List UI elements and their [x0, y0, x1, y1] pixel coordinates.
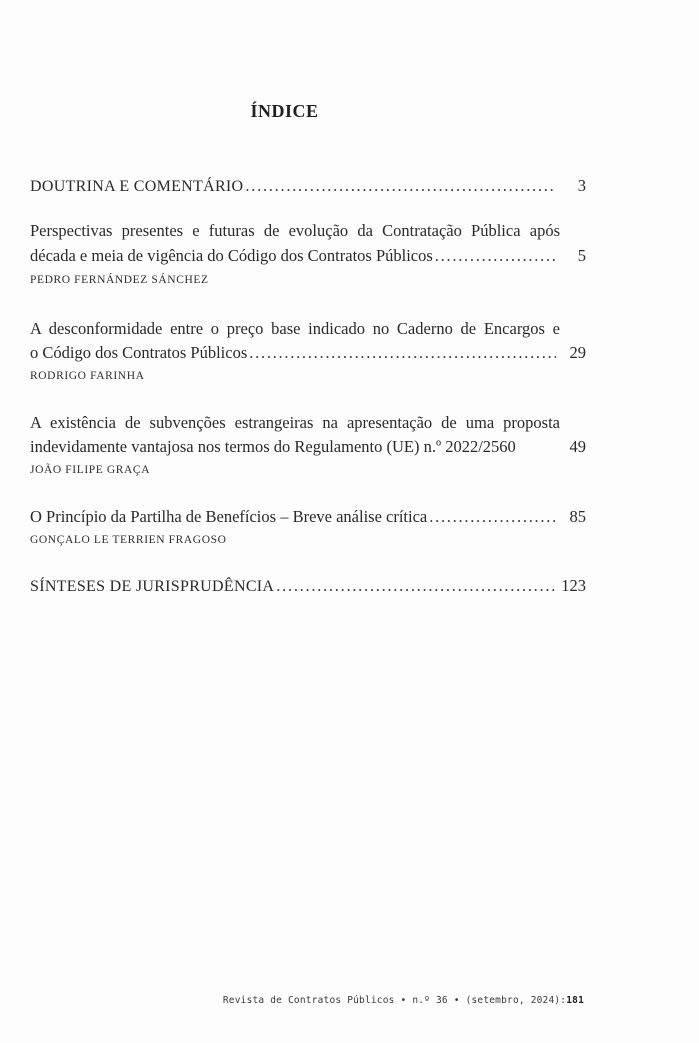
entry-author: GONÇALO LE TERRIEN FRAGOSO: [30, 534, 227, 546]
entry-title-line: A desconformidade entre o preço base indicado no Caderno de Encargos e: [30, 319, 560, 338]
page-number: 29: [569, 343, 586, 362]
page-title: ÍNDICE: [250, 101, 319, 121]
entry-author: PEDRO FERNÁNDEZ SÁNCHEZ: [30, 274, 209, 286]
toc-section-doutrina[interactable]: [30, 174, 586, 198]
dot-leader: [245, 174, 556, 198]
page-number: 123: [561, 576, 586, 595]
dot-leader: [276, 574, 556, 598]
section-title: DOUTRINA E COMENTÁRIO: [30, 178, 244, 195]
entry-title-line: o Código dos Contratos Públicos: [30, 343, 248, 362]
entry-title-line: década e meia de vigência do Código dos Contratos Públicos: [30, 246, 433, 265]
section-title: SÍNTESES DE JURISPRUDÊNCIA: [30, 578, 275, 595]
entry-author: JOÃO FILIPE GRAÇA: [30, 464, 151, 476]
toc-entry-4-line-1[interactable]: [30, 505, 586, 529]
toc-entry-1-line-2[interactable]: [30, 244, 586, 268]
page-number: 3: [577, 176, 586, 195]
toc-section-sinteses[interactable]: [30, 574, 586, 598]
dot-leader: [429, 505, 556, 529]
page-number: 5: [577, 246, 586, 265]
page-footer: [0, 995, 584, 1006]
entry-title-line: A existência de subvenções estrangeiras na apresentação de uma proposta: [30, 413, 560, 432]
dot-leader: [435, 244, 556, 268]
dot-leader: [249, 341, 556, 365]
footer-journal: Revista de Contratos Públicos • n.º 36 • (setembro, 2024):: [222, 995, 567, 1006]
toc-entry-3-line-1[interactable]: [30, 411, 586, 435]
entry-author: RODRIGO FARINHA: [30, 370, 145, 382]
footer-page-number: 181: [566, 995, 584, 1006]
toc-entry-2-line-2[interactable]: [30, 341, 586, 365]
page-number: 85: [569, 507, 586, 526]
toc-entry-2-line-1[interactable]: [30, 317, 586, 341]
toc-entry-3-line-2[interactable]: [30, 435, 586, 459]
page-number: 49: [569, 437, 586, 456]
entry-title-line: indevidamente vantajosa nos termos do Regulamento (UE) n.º 2022/2560: [30, 437, 516, 456]
entry-title-line: O Princípio da Partilha de Benefícios – Breve análise crítica: [30, 507, 428, 526]
toc-entry-1-line-1[interactable]: [30, 219, 586, 243]
entry-title-line: Perspectivas presentes e futuras de evolução da Contratação Pública após: [30, 221, 560, 240]
